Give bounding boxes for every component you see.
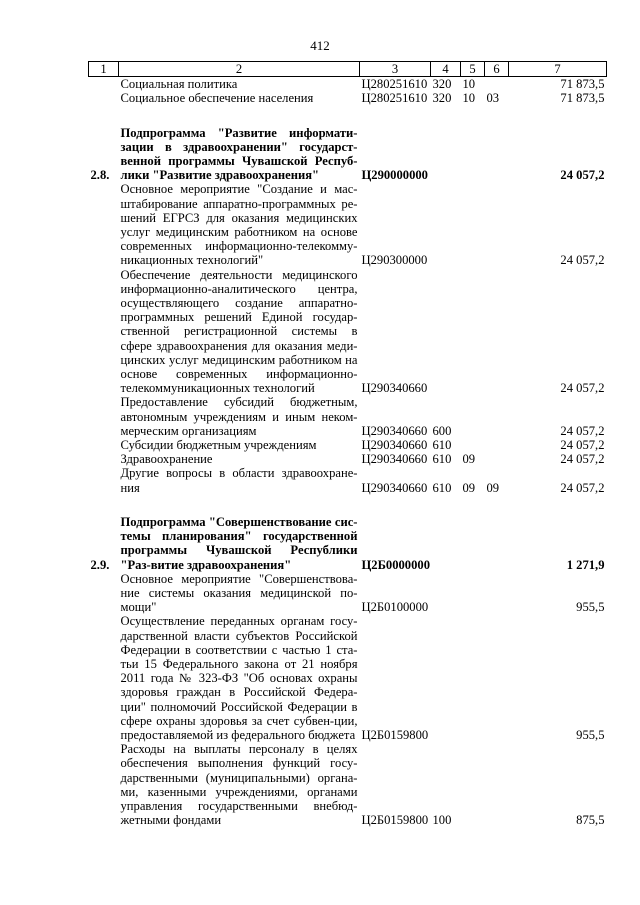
row-description: Расходы на выплаты персоналу в целях обеспечения выполнения функций госу-дарственными (муниципальными) органа-ми, казенными учреждениями, органами управления государственными внебюд-жетными фондами <box>120 742 358 828</box>
row-section <box>461 182 485 267</box>
row-number <box>89 268 119 396</box>
row-target-code: Ц280251610 <box>361 77 428 92</box>
row-amount: 955,5 <box>576 727 605 742</box>
header-col-2: 2 <box>119 62 360 77</box>
row-amount: 955,5 <box>576 600 605 615</box>
row-target-code: Ц2Б0100000 <box>361 600 429 615</box>
table-row <box>89 742 607 827</box>
row-amount: 24 057,2 <box>560 168 605 183</box>
header-col-1: 1 <box>89 62 119 77</box>
row-subsection <box>485 742 509 827</box>
row-amount: 24 057,2 <box>560 423 605 438</box>
row-subsection <box>485 126 509 183</box>
header-col-5: 5 <box>461 62 485 77</box>
row-description: Социальная политика <box>120 77 238 92</box>
row-amount: 24 057,2 <box>560 480 605 495</box>
table-row <box>89 438 607 452</box>
spacer-cell <box>89 106 607 126</box>
row-subsection <box>485 572 509 615</box>
row-description: Подпрограмма "Развитие информати-зации в здравоохранении" государст-венной программы Чувашской Респуб-лики "Развитие здравоохранения" <box>120 125 358 183</box>
row-target-code: Ц2Б0159800 <box>361 813 429 828</box>
row-amount: 1 271,9 <box>566 557 605 572</box>
row-subsection <box>485 268 509 396</box>
table-row <box>89 614 607 742</box>
spacer-cell <box>89 495 607 515</box>
table-row <box>89 268 607 396</box>
row-target-code: Ц290340660 <box>361 381 428 396</box>
row-target-code: Ц290000000 <box>361 168 428 183</box>
row-description: Обеспечение деятельности медицинского информационно-аналитического центра, осуществляющего создание аппаратно-программных решений Единой государ-ственной регистрационной системы в сфере здравоохранения для оказания меди-цинских услуг медицинским работником на основе современных информационно-телекоммуникационных технологий <box>120 267 358 396</box>
row-expense-type: 610 <box>432 452 452 467</box>
row-amount: 24 057,2 <box>560 438 605 453</box>
table-body <box>89 77 607 828</box>
row-subsection <box>485 438 509 452</box>
table-row <box>89 466 607 494</box>
row-number: 2.8. <box>90 168 110 183</box>
row-expense-type <box>431 126 461 183</box>
row-expense-type: 610 <box>432 438 452 453</box>
header-row <box>89 62 607 77</box>
row-expense-type <box>431 515 461 572</box>
row-subsection <box>485 452 509 466</box>
row-expense-type: 320 <box>432 91 452 106</box>
spacer-row <box>89 106 607 126</box>
row-amount: 875,5 <box>576 813 605 828</box>
header-col-3: 3 <box>360 62 431 77</box>
header-col-6: 6 <box>485 62 509 77</box>
row-section <box>461 572 485 615</box>
row-section: 09 <box>462 452 476 467</box>
row-description: Осуществление переданных органам госу-дарственной власти субъектов Российской Федерации в соответствии с частью 1 ста-тьи 15 Федерального закона от 21 ноября 2011 года № 323-ФЗ "Об основах охраны здоровья граждан в Российской Федера-ции" полномочий Российской Федерации в сфере охраны здоровья за счет субвен-ции, предоставляемой из федерального бюджета <box>120 614 358 742</box>
row-section <box>461 395 485 438</box>
row-number <box>89 91 119 105</box>
row-description: Предоставление субсидий бюджетным, автономным учреждениям и иным неком-мерческим организациям <box>120 395 358 438</box>
budget-table <box>88 61 607 827</box>
header-col-4: 4 <box>431 62 461 77</box>
row-target-code: Ц290300000 <box>361 253 428 268</box>
row-section <box>461 515 485 572</box>
row-target-code: Ц2Б0000000 <box>361 557 430 572</box>
row-target-code: Ц290340660 <box>361 480 428 495</box>
row-section <box>461 268 485 396</box>
table-row <box>89 452 607 466</box>
row-number: 2.9. <box>90 557 110 572</box>
row-expense-type <box>431 268 461 396</box>
row-subsection <box>485 614 509 742</box>
table-row <box>89 395 607 438</box>
row-expense-type <box>431 182 461 267</box>
row-target-code: Ц290340660 <box>361 438 428 453</box>
spacer-row <box>89 495 607 515</box>
row-section <box>461 438 485 452</box>
row-subsection: 03 <box>486 91 500 106</box>
row-number <box>89 452 119 466</box>
row-number <box>89 466 119 494</box>
row-section <box>461 126 485 183</box>
row-number <box>89 182 119 267</box>
row-number <box>89 395 119 438</box>
header-col-7: 7 <box>509 62 607 77</box>
row-section: 10 <box>462 77 476 92</box>
row-number <box>89 438 119 452</box>
row-description: Здравоохранение <box>120 452 213 467</box>
row-subsection <box>485 77 509 92</box>
row-description: Социальное обеспечение населения <box>120 91 314 106</box>
row-expense-type: 610 <box>432 480 452 495</box>
row-expense-type: 320 <box>432 77 452 92</box>
row-expense-type <box>431 614 461 742</box>
row-section: 09 <box>462 480 476 495</box>
row-description: Субсидии бюджетным учреждениям <box>120 438 317 453</box>
table-row <box>89 126 607 183</box>
row-amount: 24 057,2 <box>560 452 605 467</box>
row-subsection <box>485 395 509 438</box>
row-expense-type: 100 <box>432 813 452 828</box>
row-amount: 24 057,2 <box>560 253 605 268</box>
row-expense-type <box>431 572 461 615</box>
row-target-code: Ц290340660 <box>361 423 428 438</box>
table-row <box>89 77 607 92</box>
row-section <box>461 614 485 742</box>
row-amount: 71 873,5 <box>560 91 605 106</box>
row-description: Подпрограмма "Совершенствование сис-темы планирования" государственной программы Чувашской Республики "Раз-витие здравоохранения" <box>120 514 358 572</box>
table-row <box>89 182 607 267</box>
row-number <box>89 742 119 827</box>
row-target-code: Ц2Б0159800 <box>361 727 429 742</box>
row-amount: 71 873,5 <box>560 77 605 92</box>
row-number <box>89 614 119 742</box>
row-subsection: 09 <box>486 480 500 495</box>
row-amount: 24 057,2 <box>560 381 605 396</box>
row-description: Другие вопросы в области здравоохране-ния <box>120 466 358 495</box>
table-row <box>89 91 607 105</box>
table-row <box>89 515 607 572</box>
row-section <box>461 742 485 827</box>
page-number: 412 <box>310 38 330 53</box>
row-target-code: Ц290340660 <box>361 452 428 467</box>
row-number <box>89 572 119 615</box>
row-description: Основное мероприятие "Создание и мас-штабирование аппаратно-программных ре-шений ЕГРСЗ для оказания медицинских услуг медицинским работником на основе современных информационно-телекомму-никационных технологий" <box>120 182 358 268</box>
row-subsection <box>485 182 509 267</box>
row-target-code: Ц280251610 <box>361 91 428 106</box>
row-subsection <box>485 515 509 572</box>
row-section: 10 <box>462 91 476 106</box>
row-description: Основное мероприятие "Совершенствова-ние системы оказания медицинской по-мощи" <box>120 571 358 615</box>
row-number <box>89 77 119 92</box>
row-expense-type: 600 <box>432 423 452 438</box>
table-row <box>89 572 607 615</box>
